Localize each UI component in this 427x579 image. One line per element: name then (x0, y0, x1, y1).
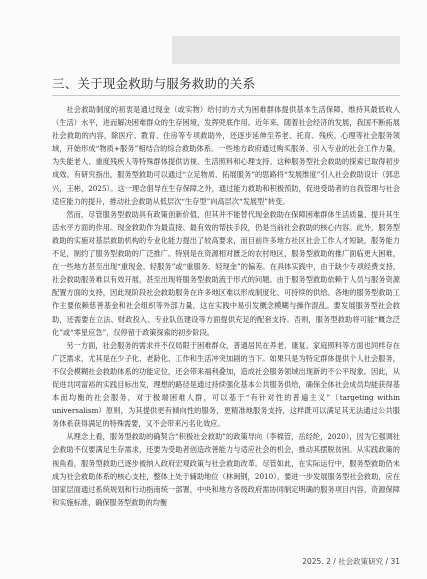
paragraph-4: 从理念上看，服务型救助的确契合“积极社会救助”的政策导向（李棉管，岳经纶，2020），因为它强调社会救助不仅要满足生存需求，还要为受助者创造改善能力与适应社会的机会，推动其摆脱贫困。从实践政策的视角看，服务型救助已逐步被纳入政府宏观政策与社会救助改革。尽管如此，在实际运行中，服务型救助仍未成为社会救助体系的核心支柱，整体上处于辅助地位（林闽钢，2010）。要进一步发展服务型社会救助，应在国家层面通过系统规划和行动指南统一部署，中央和地方各级政府需协同制定明确的服务项目内容、资源保障和实施标准，确保服务型救助的均衡 (52, 432, 400, 507)
paragraph-1: 社会救助制度的初衷是通过现金（或实物）给付的方式为困难群体提供基本生活保障，维持其最低收入（生活）水平，进而解决困难群众的生存困境，发挥兜底作用。近年来，随着社会经济的发展，我国不断拓展社会救助的内容，除医疗、教育、住房等专项救助外，还逐步延伸至养老、托育、残疾、心理等社会服务领域，开始形成“物质+服务”相结合的综合救助体系。一些地方政府通过购买服务、引入专业的社会工作力量，为失能老人、重度残疾人等特殊群体提供访视、生活照料和心理支持。这种服务型社会救助的探索已取得初步成效。有研究指出，服务型救助可以通过“立足物质、拓展服务”的思路将“发展维度”引入社会救助设计（郭忠兴，王彬，2025）。这一理念倡导在生存保障之外，通过能力救助和积极预防，促进受助者的自我管理与社会适应能力的提升，推动社会救助从低层次“生存型”向高层次“发展型”转变。 (52, 105, 400, 206)
body-text (52, 103, 400, 509)
heading-rule (52, 95, 400, 96)
paragraph-3: 另一方面，社会服务的需求并不仅局限于困难群众，普通居民在养老、康复、家庭照料等方面也同样存在广泛需求，尤其是在少子化、老龄化、工作和生活冲突加剧的当下。如果只是为特定群体提供个人社会服务，不仅会模糊社会救助体系的功能定位，还会带来福利叠加，造成社会服务领域出现新的不公平现象。因此，从促进共同富裕的实践目标出发，理想的路径是通过持续强化基本公共服务供给，确保全体社会成员均能获得基本而均衡的社会服务，对于极端困难人群，可以基于“有针对性的普遍主义”（targeting within universalism）原则，为其提供更有倾向性的服务，更精准地服务支持，这样既可以满足其无法通过公共服务体系获得满足的特殊需要，又不会带来污名化效应。 (52, 340, 400, 429)
section-heading: 三、关于现金救助与服务救助的关系 (52, 76, 256, 91)
top-gray-box (172, 36, 400, 64)
paragraph-2: 然而，尽管服务型救助具有政策创新价值，但其并不能替代现金救助在保障困难群体生活质量、提升其生活水平方面的作用。现金救助作为最直接、最有效的帮扶手段，仍是当前社会救助的核心内容。此外，服务型救助的实施对基层救助机构的专业化能力提出了较高要求，而目前许多地方社区社会工作人才短缺，服务能力不足，制约了服务型救助的广泛推广。特别是在资源相对匮乏的农村地区，服务型救助的推广面临更大困难，在一些地方甚至出现“重现金、轻服务”或“重服务、轻现金”的偏差。在具体实践中，由于缺少专项经费支持，社会救助服务难以有效开展，甚至出现将服务型救助流于形式的问题。由于服务型救助依赖于人员与服务资源配置方面的支持，因此现阶段社会救助服务在许多地区难以形成制度化、可持续的供给。各地的服务型救助工作主要依赖慈善基金和社会组织等外部力量，这在实践中易引发概念模糊与操作混乱。要发展服务型社会救助，还需要在立法、财政投入、专业队伍建设等方面提供充足的配套支持。否则，服务型救助将可能“概念泛化”或“零星应急”，仅停留于政策探索的初步阶段。 (52, 209, 400, 337)
page-footer: 2025. 2 / 社会政策研究 / 31 (302, 557, 400, 566)
